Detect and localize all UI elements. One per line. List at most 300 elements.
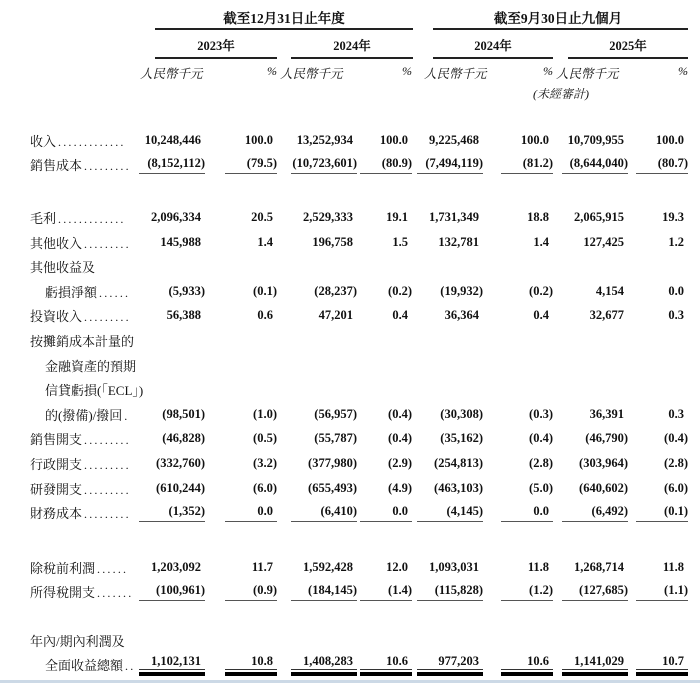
row-spacer: [30, 177, 700, 205]
column-rule-thin: [417, 521, 483, 522]
row-label-text: 研發開支: [30, 481, 83, 497]
leader-dots: .........: [84, 236, 131, 251]
year-rule-2025: [568, 57, 688, 59]
cell-percent: [628, 427, 688, 452]
cell-value: (19,932): [440, 283, 483, 298]
leader-dots: ......: [99, 285, 131, 300]
row-label-text: 銷售成本: [30, 158, 83, 174]
table-row: [30, 580, 700, 605]
cell-value: 36,391: [589, 406, 624, 421]
cell-percent: [357, 353, 412, 378]
cell-value: 10.6: [501, 654, 553, 670]
column-rule-thin: [636, 600, 688, 601]
cell-amount: [140, 328, 205, 353]
cell-value: (0.3): [529, 406, 553, 421]
cell-value: (7,494,119): [425, 155, 483, 170]
unit-label-3: 人民幣千元: [424, 67, 487, 81]
cell-value: 11.8: [662, 559, 684, 574]
cell-percent: [357, 279, 412, 304]
cell-amount: [553, 402, 628, 427]
cell-percent: [205, 279, 277, 304]
cell-percent: [205, 427, 277, 452]
row-label: [30, 282, 140, 301]
cell-amount: [412, 500, 483, 525]
cell-value: 2,529,333: [303, 209, 353, 224]
cell-value: (610,244): [156, 480, 205, 495]
row-label-text: 毛利: [30, 210, 57, 226]
cell-percent: [628, 628, 688, 653]
cell-value: (8,152,112): [147, 155, 205, 170]
cell-value: (1.0): [253, 406, 277, 421]
cell-value: (0.4): [388, 406, 412, 421]
cell-value: (0.1): [664, 503, 688, 518]
cell-percent: [628, 402, 688, 427]
cell-percent: [628, 500, 688, 525]
cell-amount: [140, 205, 205, 230]
cell-percent: [205, 353, 277, 378]
cell-percent: [205, 476, 277, 501]
cell-amount: [140, 476, 205, 501]
cell-value: (303,964): [579, 455, 628, 470]
row-label-text: 所得稅開支: [30, 585, 96, 601]
cell-amount: [412, 580, 483, 605]
cell-percent: [628, 653, 688, 678]
cell-percent: [628, 328, 688, 353]
cell-amount: [553, 128, 628, 153]
cell-amount: [553, 580, 628, 605]
cell-percent: [205, 653, 277, 678]
cell-amount: [140, 254, 205, 279]
period-group-title-nine-months: 截至9月30日止九個月: [493, 11, 623, 26]
cell-value: (1.1): [664, 582, 688, 597]
row-label-text: 其他收益及: [30, 260, 96, 276]
cell-amount: [412, 628, 483, 653]
cell-amount: [140, 353, 205, 378]
cell-percent: [357, 230, 412, 255]
cell-percent: [628, 353, 688, 378]
cell-value: 2,065,915: [574, 209, 624, 224]
cell-value: 2,096,334: [151, 209, 201, 224]
table-row: [30, 153, 700, 178]
cell-value: 0.3: [668, 308, 684, 323]
cell-value: (6.0): [253, 480, 277, 495]
column-rule-thin: [636, 173, 688, 174]
cell-amount: [277, 476, 357, 501]
cell-value: (6,492): [591, 503, 628, 518]
leader-dots: .........: [84, 310, 131, 325]
column-rule-thin: [291, 173, 357, 174]
cell-value: 20.5: [251, 209, 273, 224]
cell-percent: [483, 254, 553, 279]
column-rule-thin: [562, 600, 628, 601]
leader-dots: .: [124, 408, 130, 423]
leader-dots: .............: [58, 211, 126, 226]
cell-percent: [483, 153, 553, 178]
table-row: [30, 254, 700, 279]
cell-amount: [553, 653, 628, 678]
cell-amount: [140, 304, 205, 329]
cell-percent: [357, 377, 412, 402]
row-label: [30, 655, 140, 674]
cell-percent: [628, 580, 688, 605]
cell-amount: [553, 476, 628, 501]
cell-amount: [412, 353, 483, 378]
column-rule-thin: [225, 600, 277, 601]
leader-dots: .........: [84, 159, 131, 174]
cell-amount: [277, 128, 357, 153]
row-label-text: 其他收入: [30, 235, 83, 251]
cell-amount: [277, 653, 357, 678]
cell-amount: [277, 555, 357, 580]
cell-value: 0.3: [668, 406, 684, 421]
row-label: [30, 454, 140, 473]
cell-amount: [140, 230, 205, 255]
pct-label-4: %: [678, 64, 688, 78]
table-row: [30, 279, 700, 304]
cell-value: 977,203: [417, 654, 483, 670]
row-label-text: 收入: [30, 133, 57, 149]
year-rule-2024-annual: [291, 57, 413, 59]
cell-value: 1.4: [257, 234, 273, 249]
cell-value: (80.7): [657, 155, 688, 170]
cell-percent: [628, 128, 688, 153]
cell-percent: [205, 254, 277, 279]
cell-percent: [483, 427, 553, 452]
cell-percent: [205, 377, 277, 402]
cell-percent: [357, 427, 412, 452]
row-label-text: 銷售開支: [30, 432, 83, 448]
table-header: [0, 0, 700, 128]
cell-percent: [357, 128, 412, 153]
cell-value: 10.7: [636, 654, 688, 670]
cell-value: (3.2): [253, 455, 277, 470]
row-label: [30, 257, 140, 276]
cell-percent: [205, 205, 277, 230]
cell-percent: [205, 628, 277, 653]
cell-amount: [277, 500, 357, 525]
column-rule-thin: [139, 600, 205, 601]
cell-value: 0.6: [257, 308, 273, 323]
column-rule-thin: [501, 600, 553, 601]
year-rule-2024-nine-months: [433, 57, 553, 59]
cell-value: 19.3: [662, 209, 684, 224]
cell-value: (79.5): [246, 155, 277, 170]
cell-percent: [205, 451, 277, 476]
cell-value: (98,501): [162, 406, 205, 421]
cell-value: (1.2): [529, 582, 553, 597]
cell-percent: [483, 328, 553, 353]
column-rule-thin: [562, 521, 628, 522]
row-label-text: 按攤銷成本計量的: [30, 333, 135, 349]
cell-amount: [140, 500, 205, 525]
row-label: [30, 631, 140, 650]
cell-percent: [628, 451, 688, 476]
cell-value: (5,933): [168, 283, 205, 298]
cell-value: (28,237): [314, 283, 357, 298]
row-label: [30, 131, 140, 150]
cell-amount: [140, 402, 205, 427]
cell-percent: [483, 402, 553, 427]
row-label-text: 除稅前利潤: [30, 560, 96, 576]
row-label: [30, 380, 144, 399]
row-label: [30, 558, 140, 577]
cell-value: 0.4: [392, 308, 408, 323]
cell-amount: [277, 377, 357, 402]
row-label: [30, 155, 140, 174]
table-row: [30, 377, 700, 402]
row-label: [30, 582, 140, 601]
row-spacer: [30, 604, 700, 628]
cell-value: (332,760): [156, 455, 205, 470]
column-rule-thin: [501, 521, 553, 522]
cell-value: (184,145): [308, 582, 357, 597]
cell-amount: [277, 205, 357, 230]
column-rule-thin: [225, 173, 277, 174]
table-row: [30, 128, 700, 153]
cell-value: (56,957): [314, 406, 357, 421]
cell-value: (46,790): [585, 431, 628, 446]
cell-value: (4.9): [388, 480, 412, 495]
row-label-text: 行政開支: [30, 456, 83, 472]
cell-value: (254,813): [434, 455, 483, 470]
cell-amount: [553, 279, 628, 304]
cell-percent: [483, 230, 553, 255]
cell-value: (100,961): [156, 582, 205, 597]
table-row: [30, 555, 700, 580]
column-rule-thick: [636, 672, 688, 676]
cell-percent: [483, 653, 553, 678]
cell-percent: [205, 304, 277, 329]
cell-amount: [412, 555, 483, 580]
year-label-2023: 2023年: [197, 39, 235, 53]
table-row: [30, 328, 700, 353]
cell-value: (55,787): [314, 431, 357, 446]
cell-amount: [140, 451, 205, 476]
cell-amount: [412, 153, 483, 178]
leader-dots: .........: [84, 482, 131, 497]
cell-value: (1.4): [388, 582, 412, 597]
cell-value: 10,248,446: [144, 132, 201, 147]
column-rule-thin: [417, 173, 483, 174]
table-row: [30, 500, 700, 525]
cell-value: 12.0: [386, 559, 408, 574]
year-label-2025: 2025年: [609, 39, 647, 53]
cell-amount: [277, 427, 357, 452]
cell-percent: [628, 153, 688, 178]
table-row: [30, 205, 700, 230]
column-rule-thin: [139, 173, 205, 174]
cell-amount: [140, 377, 205, 402]
cell-value: 145,988: [160, 234, 201, 249]
group-rule-annual: [155, 28, 413, 30]
row-label: [30, 429, 140, 448]
column-rule-thick: [225, 672, 277, 676]
cell-percent: [357, 205, 412, 230]
cell-amount: [140, 128, 205, 153]
column-rule-thick: [501, 672, 553, 676]
cell-percent: [483, 353, 553, 378]
cell-value: 13,252,934: [296, 132, 353, 147]
cell-amount: [277, 230, 357, 255]
cell-percent: [483, 128, 553, 153]
cell-value: (115,828): [434, 582, 483, 597]
cell-percent: [628, 476, 688, 501]
cell-amount: [140, 427, 205, 452]
cell-value: 4,154: [595, 283, 624, 298]
cell-amount: [277, 279, 357, 304]
cell-amount: [553, 451, 628, 476]
cell-value: 1,093,031: [429, 559, 479, 574]
row-label-text: 年內/期內利潤及: [30, 633, 125, 649]
row-label-text: 金融資產的預期: [45, 358, 137, 374]
cell-amount: [553, 353, 628, 378]
table-body: [0, 128, 700, 677]
cell-value: (6,410): [320, 503, 357, 518]
cell-amount: [277, 254, 357, 279]
table-row: [30, 353, 700, 378]
cell-value: 100.0: [520, 132, 549, 147]
cell-amount: [553, 377, 628, 402]
cell-value: 0.0: [257, 503, 273, 518]
cell-value: (640,602): [579, 480, 628, 495]
cell-value: (10,723,601): [292, 155, 357, 170]
table-row: [30, 451, 700, 476]
cell-value: (463,103): [434, 480, 483, 495]
cell-percent: [357, 402, 412, 427]
cell-value: (0.4): [529, 431, 553, 446]
cell-amount: [412, 427, 483, 452]
cell-amount: [412, 254, 483, 279]
cell-percent: [357, 328, 412, 353]
cell-percent: [628, 205, 688, 230]
table-row: [30, 427, 700, 452]
cell-value: 32,677: [589, 308, 624, 323]
cell-value: 19.1: [386, 209, 408, 224]
cell-percent: [483, 304, 553, 329]
year-label-2024-annual: 2024年: [333, 39, 371, 53]
cell-percent: [483, 500, 553, 525]
cell-percent: [483, 377, 553, 402]
cell-amount: [277, 628, 357, 653]
cell-value: (2.9): [388, 455, 412, 470]
column-rule-thick: [291, 672, 357, 676]
cell-value: 1,102,131: [139, 654, 205, 670]
cell-value: (81.2): [522, 155, 553, 170]
cell-value: (35,162): [440, 431, 483, 446]
table-row: [30, 402, 700, 427]
cell-value: 1,203,092: [151, 559, 201, 574]
row-label: [30, 306, 140, 325]
cell-percent: [483, 451, 553, 476]
cell-value: (2.8): [664, 455, 688, 470]
cell-amount: [553, 153, 628, 178]
cell-percent: [628, 254, 688, 279]
cell-value: (0.4): [388, 431, 412, 446]
cell-amount: [412, 377, 483, 402]
row-label-text: 投資收入: [30, 309, 83, 325]
cell-value: (0.9): [253, 582, 277, 597]
cell-value: 1,268,714: [574, 559, 624, 574]
cell-percent: [205, 128, 277, 153]
cell-value: (655,493): [308, 480, 357, 495]
column-rule-thin: [417, 600, 483, 601]
cell-value: (0.4): [664, 431, 688, 446]
cell-amount: [140, 580, 205, 605]
row-label: [30, 331, 140, 350]
cell-value: 132,781: [438, 234, 479, 249]
cell-percent: [357, 304, 412, 329]
cell-value: 1.5: [392, 234, 408, 249]
cell-amount: [412, 230, 483, 255]
row-label: [30, 479, 140, 498]
cell-percent: [205, 580, 277, 605]
cell-value: 100.0: [655, 132, 684, 147]
pct-label-1: %: [267, 64, 277, 78]
cell-percent: [205, 153, 277, 178]
cell-amount: [553, 555, 628, 580]
cell-value: 56,388: [166, 308, 201, 323]
unaudited-note: (未經審計): [533, 87, 589, 101]
cell-value: 1.2: [668, 234, 684, 249]
cell-amount: [412, 128, 483, 153]
table-row: [30, 230, 700, 255]
cell-value: 10.6: [360, 654, 412, 670]
cell-percent: [628, 230, 688, 255]
cell-value: 1,592,428: [303, 559, 353, 574]
cell-amount: [412, 653, 483, 678]
cell-percent: [357, 653, 412, 678]
cell-value: 10.8: [225, 654, 277, 670]
cell-value: (6.0): [664, 480, 688, 495]
cell-amount: [412, 304, 483, 329]
row-label: [30, 233, 140, 252]
cell-amount: [277, 353, 357, 378]
cell-value: 100.0: [379, 132, 408, 147]
cell-percent: [483, 476, 553, 501]
cell-value: 36,364: [444, 308, 479, 323]
cell-value: 1,141,029: [562, 654, 628, 670]
cell-percent: [628, 555, 688, 580]
cell-percent: [357, 628, 412, 653]
column-rule-thin: [562, 173, 628, 174]
cell-amount: [140, 279, 205, 304]
column-rule-thin: [291, 521, 357, 522]
leader-dots: ......: [97, 561, 129, 576]
row-label: [30, 503, 140, 522]
table-row: [30, 628, 700, 653]
cell-amount: [412, 279, 483, 304]
cell-percent: [205, 555, 277, 580]
cell-value: (0.2): [388, 283, 412, 298]
cell-amount: [140, 153, 205, 178]
pct-label-2: %: [402, 64, 412, 78]
row-label-text: 全面收益總額: [45, 658, 124, 674]
cell-amount: [412, 451, 483, 476]
cell-value: 1,731,349: [429, 209, 479, 224]
column-rule-thick: [562, 672, 628, 676]
cell-percent: [628, 377, 688, 402]
cell-percent: [357, 580, 412, 605]
column-rule-thin: [139, 521, 205, 522]
column-rule-thin: [360, 600, 412, 601]
cell-amount: [412, 205, 483, 230]
row-label-text: 的(撥備)/撥回: [45, 407, 123, 423]
cell-percent: [357, 153, 412, 178]
cell-value: 10,709,955: [567, 132, 624, 147]
cell-value: (46,828): [162, 431, 205, 446]
cell-amount: [140, 628, 205, 653]
row-label: [30, 208, 140, 227]
